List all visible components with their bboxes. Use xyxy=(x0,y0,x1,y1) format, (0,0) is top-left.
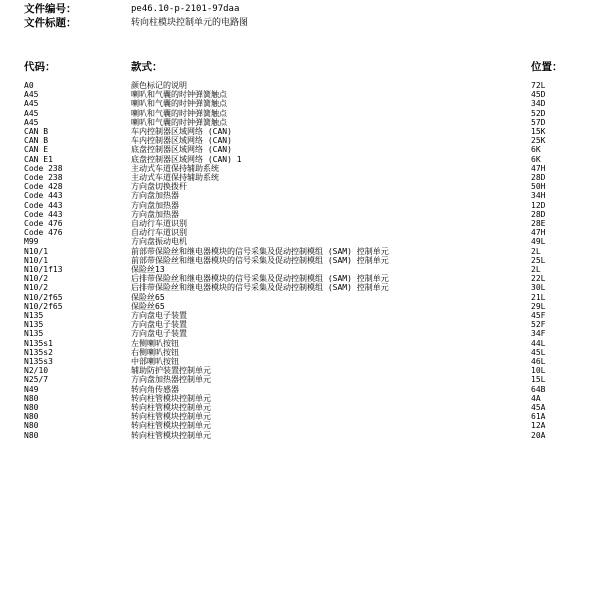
row-description: 转向柱管模块控制单元 xyxy=(131,430,211,440)
row-description: 转向柱管模块控制单元 xyxy=(131,403,211,412)
table-row xyxy=(0,164,600,173)
row-code: N10/2 xyxy=(24,283,49,293)
table-row xyxy=(0,99,600,108)
row-description: 方向盘加热器控制单元 xyxy=(131,375,211,385)
row-description: 方向盘电子装置 xyxy=(131,329,187,339)
row-description: 颜色标记的说明 xyxy=(131,81,187,90)
table-row xyxy=(0,109,600,118)
table-row xyxy=(0,302,600,311)
row-position: 15K xyxy=(531,127,546,136)
table-row xyxy=(0,136,600,145)
row-position: 6K xyxy=(531,154,541,164)
row-position: 30L xyxy=(531,283,546,293)
row-position: 49L xyxy=(531,237,546,247)
row-description: 车内控制器区域网络 (CAN) xyxy=(131,127,232,136)
row-description: 转向角传感器 xyxy=(131,384,179,394)
table-row xyxy=(0,412,600,421)
row-code: Code 238 xyxy=(24,173,63,182)
row-description: 后排带保险丝和继电器模块的信号采集及促动控制模组 (SAM) 控制单元 xyxy=(131,274,389,284)
row-code: N2/10 xyxy=(24,366,49,376)
row-code: Code 476 xyxy=(24,228,63,238)
row-code: N80 xyxy=(24,412,39,422)
row-code: N80 xyxy=(24,393,39,403)
row-description: 转向柱管模块控制单元 xyxy=(131,421,211,431)
row-position: 45D xyxy=(531,90,546,100)
doc-title-value: 转向柱模块控制单元的电路图 xyxy=(131,18,249,28)
table-row xyxy=(0,348,600,357)
row-description: 保险丝65 xyxy=(131,292,165,302)
table-row xyxy=(0,357,600,366)
doc-number-value: pe46.10-p-2101-97daa xyxy=(131,4,240,14)
row-description: 前部带保险丝和继电器模块的信号采集及促动控制模组 (SAM) 控制单元 xyxy=(131,255,389,265)
row-description: 方向盘加热器 xyxy=(131,191,179,201)
row-position: 25L xyxy=(531,255,546,265)
row-code: N135 xyxy=(24,311,44,320)
table-row xyxy=(0,127,600,136)
row-position: 25K xyxy=(531,136,546,146)
row-code: N10/1f13 xyxy=(24,265,63,274)
table-row xyxy=(0,81,600,90)
row-position: 57D xyxy=(531,117,546,127)
row-code: N80 xyxy=(24,421,39,431)
row-code: N49 xyxy=(24,384,39,394)
row-code: N80 xyxy=(24,403,39,412)
row-position: 52F xyxy=(531,320,546,330)
row-code: Code 443 xyxy=(24,200,63,210)
table-row xyxy=(0,403,600,412)
table-row xyxy=(0,311,600,320)
table-row xyxy=(0,219,600,228)
table-row xyxy=(0,375,600,384)
row-position: 12A xyxy=(531,421,546,431)
table-row xyxy=(0,247,600,256)
row-position: 28E xyxy=(531,219,546,228)
row-code: N135 xyxy=(24,320,44,330)
row-code: A45 xyxy=(24,117,39,127)
row-description: 转向柱管模块控制单元 xyxy=(131,412,211,422)
table-row xyxy=(0,237,600,246)
table-row xyxy=(0,182,600,191)
row-description: 主动式车道保持辅助系统 xyxy=(131,173,219,182)
table-row xyxy=(0,421,600,430)
row-code: Code 476 xyxy=(24,219,63,228)
row-description: 方向盘振动电机 xyxy=(131,237,187,247)
row-position: 28D xyxy=(531,209,546,219)
doc-number-label: 文件编号： xyxy=(24,3,77,15)
row-position: 28D xyxy=(531,173,546,182)
table-row xyxy=(0,228,600,237)
table-row xyxy=(0,256,600,265)
row-position: 20A xyxy=(531,430,546,440)
table-row xyxy=(0,339,600,348)
row-description: 方向盘加热器 xyxy=(131,200,179,210)
table-row xyxy=(0,210,600,219)
row-position: 72L xyxy=(531,81,546,90)
row-description: 底盘控制器区域网络 (CAN) xyxy=(131,145,232,155)
row-description: 自动行车道识别 xyxy=(131,219,187,228)
row-description: 中部喇叭按钮 xyxy=(131,357,179,366)
table-row xyxy=(0,90,600,99)
row-description: 喇叭和气囊的时钟弹簧触点 xyxy=(131,90,227,100)
table-row xyxy=(0,329,600,338)
row-code: CAN E xyxy=(24,145,49,155)
row-code: N135s2 xyxy=(24,347,53,357)
column-header-description: 款式： xyxy=(131,61,163,73)
row-description: 左侧喇叭按钮 xyxy=(131,338,179,348)
table-row xyxy=(0,173,600,182)
row-position: 10L xyxy=(531,366,546,376)
row-code: A45 xyxy=(24,90,39,100)
row-description: 底盘控制器区域网络 (CAN) 1 xyxy=(131,154,242,164)
row-position: 12D xyxy=(531,200,546,210)
row-description: 保险丝13 xyxy=(131,265,165,274)
row-code: CAN E1 xyxy=(24,154,53,164)
table-row xyxy=(0,145,600,154)
table-row xyxy=(0,394,600,403)
row-description: 方向盘加热器 xyxy=(131,209,179,219)
row-code: N135s1 xyxy=(24,338,53,348)
row-code: Code 443 xyxy=(24,209,63,219)
row-description: 方向盘电子装置 xyxy=(131,320,187,330)
row-position: 2L xyxy=(531,265,541,274)
table-row xyxy=(0,274,600,283)
row-position: 44L xyxy=(531,338,546,348)
table-row xyxy=(0,385,600,394)
row-position: 61A xyxy=(531,412,546,422)
row-position: 34D xyxy=(531,99,546,109)
row-code: N25/7 xyxy=(24,375,49,385)
row-description: 喇叭和气囊的时钟弹簧触点 xyxy=(131,117,227,127)
row-position: 29L xyxy=(531,301,546,311)
row-position: 50H xyxy=(531,182,546,192)
row-code: N10/1 xyxy=(24,255,49,265)
row-description: 喇叭和气囊的时钟弹簧触点 xyxy=(131,108,227,118)
row-code: N10/2 xyxy=(24,274,49,284)
row-code: CAN B xyxy=(24,127,49,136)
table-row xyxy=(0,265,600,274)
table-row xyxy=(0,155,600,164)
row-position: 45F xyxy=(531,311,546,320)
row-position: 2L xyxy=(531,246,541,256)
table-row xyxy=(0,366,600,375)
row-position: 15L xyxy=(531,375,546,385)
row-code: A45 xyxy=(24,99,39,109)
row-code: CAN B xyxy=(24,136,49,146)
row-description: 保险丝65 xyxy=(131,301,165,311)
table-row xyxy=(0,118,600,127)
row-position: 47H xyxy=(531,228,546,238)
row-description: 辅助防护装置控制单元 xyxy=(131,366,211,376)
row-position: 45L xyxy=(531,347,546,357)
row-description: 转向柱管模块控制单元 xyxy=(131,393,211,403)
row-description: 后排带保险丝和继电器模块的信号采集及促动控制模组 (SAM) 控制单元 xyxy=(131,283,389,293)
row-description: 主动式车道保持辅助系统 xyxy=(131,163,219,173)
row-description: 右侧喇叭按钮 xyxy=(131,347,179,357)
table-row xyxy=(0,320,600,329)
row-position: 64B xyxy=(531,384,546,394)
row-description: 前部带保险丝和继电器模块的信号采集及促动控制模组 (SAM) 控制单元 xyxy=(131,246,389,256)
table-row xyxy=(0,191,600,200)
row-position: 4A xyxy=(531,393,541,403)
row-code: A45 xyxy=(24,108,39,118)
row-code: N10/2f65 xyxy=(24,292,63,302)
row-position: 47H xyxy=(531,163,546,173)
column-header-code: 代码： xyxy=(24,61,56,73)
row-code: N10/2f65 xyxy=(24,301,63,311)
row-position: 6K xyxy=(531,145,541,155)
row-description: 方向盘电子装置 xyxy=(131,311,187,320)
row-code: Code 238 xyxy=(24,163,63,173)
row-position: 52D xyxy=(531,108,546,118)
row-position: 22L xyxy=(531,274,546,284)
doc-title-label: 文件标题： xyxy=(24,17,77,29)
column-header-position: 位置： xyxy=(531,61,563,73)
row-position: 46L xyxy=(531,357,546,366)
row-description: 自动行车道识别 xyxy=(131,228,187,238)
table-row xyxy=(0,283,600,292)
row-position: 34F xyxy=(531,329,546,339)
row-code: N10/1 xyxy=(24,246,49,256)
table-row xyxy=(0,431,600,440)
table-row xyxy=(0,293,600,302)
row-code: Code 428 xyxy=(24,182,63,192)
row-description: 喇叭和气囊的时钟弹簧触点 xyxy=(131,99,227,109)
row-description: 车内控制器区域网络 (CAN) xyxy=(131,136,232,146)
row-position: 45A xyxy=(531,403,546,412)
row-code: A0 xyxy=(24,81,34,90)
row-description: 方向盘切换拨杆 xyxy=(131,182,187,192)
row-code: M99 xyxy=(24,237,39,247)
table-row xyxy=(0,201,600,210)
row-code: N80 xyxy=(24,430,39,440)
row-code: N135 xyxy=(24,329,44,339)
row-code: Code 443 xyxy=(24,191,63,201)
row-code: N135s3 xyxy=(24,357,53,366)
row-position: 21L xyxy=(531,292,546,302)
row-position: 34H xyxy=(531,191,546,201)
